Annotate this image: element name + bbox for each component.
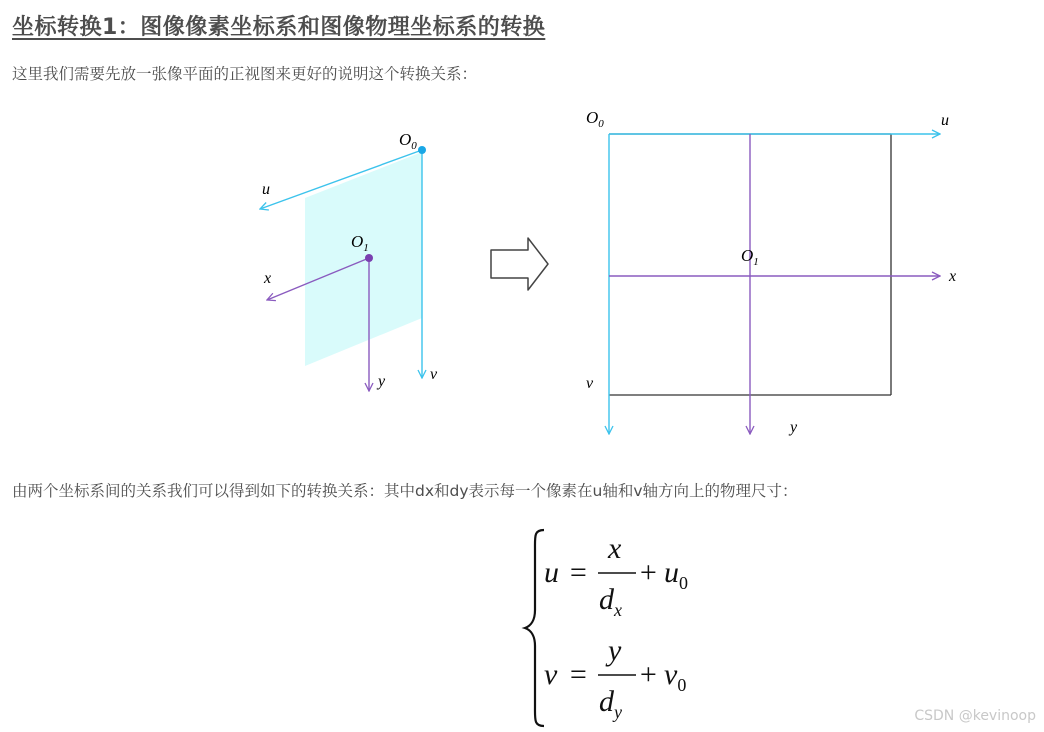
eq2-denominator: $d_y$	[599, 685, 622, 722]
eq2-term: $v_0$	[664, 658, 687, 695]
origin0-dot	[418, 146, 426, 154]
u-label-right: u	[941, 112, 949, 129]
article-heading: 坐标转换1：图像像素坐标系和图像物理坐标系的转换	[12, 15, 546, 40]
eq1-lhs: u	[544, 556, 559, 589]
eq1-equals: =	[568, 556, 589, 589]
origin1-label-left: $O_1$	[351, 232, 369, 254]
csdn-watermark: CSDN @kevinoop	[914, 708, 1036, 724]
eq2-lhs: v	[544, 658, 558, 691]
eq1-numerator: x	[608, 532, 622, 565]
eq2-numerator: y	[608, 634, 622, 667]
origin1-dot	[365, 254, 373, 262]
v-label-left: v	[430, 366, 438, 383]
transform-arrow	[491, 238, 548, 290]
x-label-left: x	[264, 270, 272, 287]
conversion-equation	[518, 522, 738, 732]
eq1-term: $u_0$	[664, 556, 688, 593]
u-label-left: u	[262, 181, 270, 198]
left-brace	[525, 530, 544, 726]
relation-paragraph: 由两个坐标系间的关系我们可以得到如下的转换关系：其中dx和dy表示每一个像素在u轴和v轴方向上的物理尺寸：	[12, 482, 798, 500]
origin1-label-right: $O_1$	[741, 246, 759, 268]
origin0-label-left: $O_0$	[399, 130, 417, 152]
eq2-equals: =	[568, 658, 589, 691]
front-view-diagram	[586, 108, 956, 436]
eq1-denominator: $d_x$	[599, 583, 622, 620]
x-label-right: x	[949, 268, 957, 285]
y-label-right: y	[790, 419, 798, 436]
eq2-plus: +	[638, 658, 659, 691]
perspective-diagram	[260, 130, 438, 391]
v-label-right: v	[586, 375, 594, 392]
image-plane	[305, 152, 422, 366]
eq1-plus: +	[638, 556, 659, 589]
origin0-label-right: $O_0$	[586, 108, 604, 130]
intro-paragraph: 这里我们需要先放一张像平面的正视图来更好的说明这个转换关系：	[12, 65, 478, 83]
y-label-left: y	[378, 373, 386, 390]
